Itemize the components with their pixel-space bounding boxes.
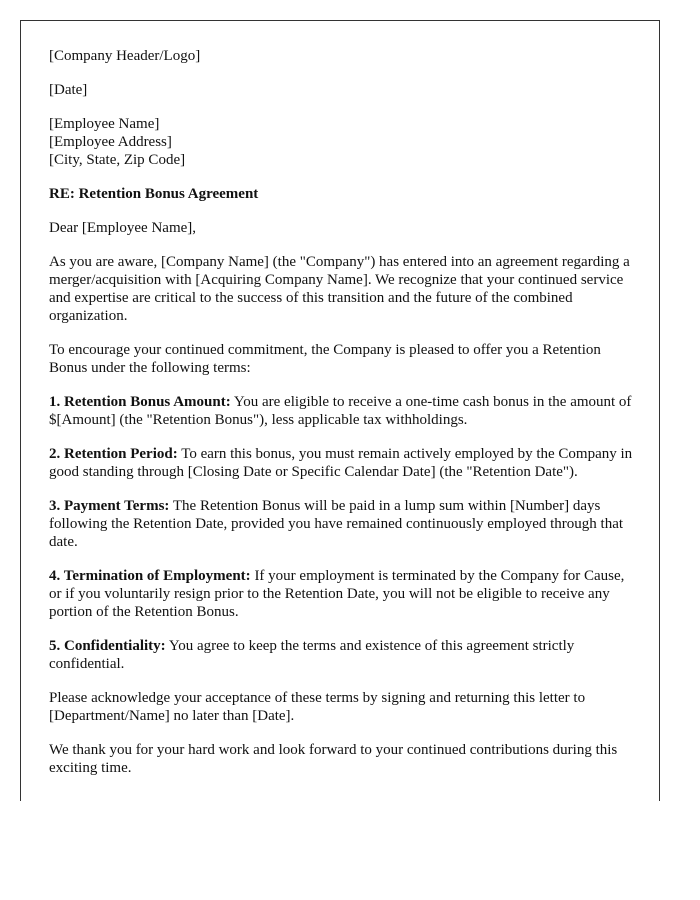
term-text: To earn this bonus, you must remain actively employed by the Company in good standing through [Closing Date or Specific Calendar Date] (the "Retention Date"). — [49, 446, 633, 480]
term-label: 4. Termination of Employment: — [49, 568, 251, 584]
term-label: 5. Confidentiality: — [49, 638, 166, 654]
term-text: The Retention Bonus will be paid in a lump sum within [Number] days following the Retention Date, provided you have remained continuously employed through that date. — [49, 498, 624, 550]
company-header: [Company Header/Logo] — [49, 48, 201, 64]
letter-body — [49, 47, 639, 793]
acknowledge-paragraph: Please acknowledge your acceptance of these terms by signing and returning this letter to [Department/Name] no later than [Date]. — [49, 690, 586, 724]
term-retention-bonus-amount — [49, 393, 639, 429]
intro-paragraph: As you are aware, [Company Name] (the "Company") has entered into an agreement regarding a merger/acquisition with [Acquiring Company Name]. We recognize that your continued service and expertise are critical to the success of this transition and the future of the combined organization. — [49, 254, 630, 324]
term-retention-period — [49, 445, 639, 481]
term-label: 1. Retention Bonus Amount: — [49, 394, 231, 410]
letter-date: [Date] — [49, 82, 88, 98]
term-text: You agree to keep the terms and existence of this agreement strictly confidential. — [49, 638, 575, 672]
term-text: You are eligible to receive a one-time cash bonus in the amount of $[Amount] (the "Retention Bonus"), less applicable tax withholdings. — [49, 394, 632, 428]
term-text: If your employment is terminated by the Company for Cause, or if you voluntarily resign prior to the Retention Date, you will not be eligible to receive any portion of the Retention Bonus. — [49, 568, 625, 620]
letter-page — [20, 20, 660, 801]
term-confidentiality — [49, 637, 639, 673]
recipient-address-block — [49, 115, 639, 169]
term-label: 2. Retention Period: — [49, 446, 178, 462]
salutation: Dear [Employee Name], — [49, 220, 197, 236]
recipient-city-state-zip: [City, State, Zip Code] — [49, 152, 186, 168]
subject-line: RE: Retention Bonus Agreement — [49, 186, 259, 202]
closing-paragraph: We thank you for your hard work and look forward to your continued contributions during this exciting time. — [49, 742, 618, 776]
recipient-name: [Employee Name] — [49, 116, 160, 132]
recipient-address: [Employee Address] — [49, 134, 172, 150]
term-payment-terms — [49, 497, 639, 551]
term-label: 3. Payment Terms: — [49, 498, 170, 514]
term-termination-of-employment — [49, 567, 639, 621]
offer-paragraph: To encourage your continued commitment, the Company is pleased to offer you a Retention Bonus under the following terms: — [49, 342, 601, 376]
